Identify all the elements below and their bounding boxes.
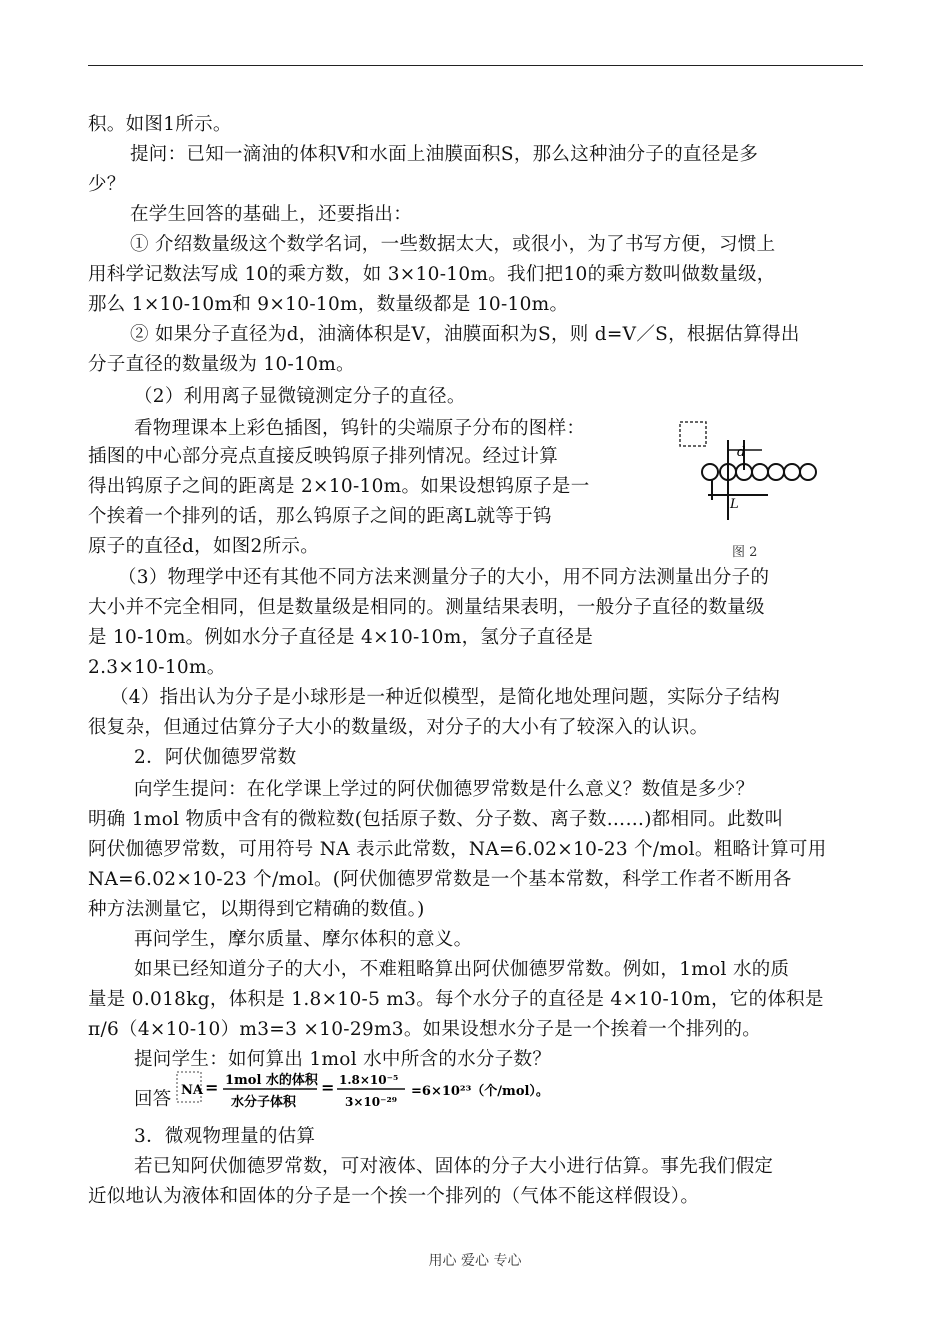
text-line: （4）指出认为分子是小球形是一种近似模型，是简化地处理问题，实际分子结构 xyxy=(110,687,781,708)
figure-caption: 图 2 xyxy=(732,545,758,560)
svg-text:=: = xyxy=(321,1078,335,1097)
header-rule xyxy=(88,65,863,66)
text-line: （2）利用离子显微镜测定分子的直径。 xyxy=(134,386,466,407)
text-line: 那么 1×10-10m和 9×10-10m，数量级都是 10-10m。 xyxy=(88,294,569,315)
text-line: 原子的直径d，如图2所示。 xyxy=(88,536,320,557)
label-L: L xyxy=(730,497,739,512)
text-line: 个挨着一个排列的话，那么钨原子之间的距离L就等于钨 xyxy=(88,506,552,527)
formula-num2: 1.8×10⁻⁵ xyxy=(339,1073,399,1087)
formula-num1: 1mol 水的体积 xyxy=(225,1073,318,1088)
text-line: 若已知阿伏伽德罗常数，可对液体、固体的分子大小进行估算。事先我们假定 xyxy=(134,1156,774,1177)
text-line: 是 10-10m。例如水分子直径是 4×10-10m，氢分子直径是 xyxy=(88,627,594,648)
text-line: 提问：已知一滴油的体积V和水面上油膜面积S，那么这种油分子的直径是多 xyxy=(130,144,759,165)
text-line: 明确 1mol 物质中含有的微粒数(包括原子数、分子数、离子数……)都相同。此数叫 xyxy=(88,809,784,830)
text-line: ① 介绍数量级这个数学名词，一些数据太大，或很小，为了书写方便，习惯上 xyxy=(130,234,776,255)
tungsten-atoms-figure xyxy=(672,420,822,560)
text-line: 在学生回答的基础上，还要指出： xyxy=(130,204,413,225)
text-line: 向学生提问：在化学课上学过的阿伏伽德罗常数是什么意义？数值是多少？ xyxy=(134,779,755,800)
formula-den1: 水分子体积 xyxy=(231,1095,297,1110)
text-line: 用科学记数法写成 10的乘方数，如 3×10-10m。我们把10的乘方数叫做数量级， xyxy=(88,264,776,285)
text-line: NA=6.02×10-23 个/mol。(阿伏伽德罗常数是一个基本常数，科学工作者不断用各 xyxy=(88,869,792,890)
text-line: 提问学生：如何算出 1mol 水中所含的水分子数？ xyxy=(134,1049,552,1070)
text-line: 大小并不完全相同，但是数量级是相同的。测量结果表明，一般分子直径的数量级 xyxy=(88,597,765,618)
text-line: 种方法测量它，以期得到它精确的数值。) xyxy=(88,899,425,920)
page-footer: 用心 爱心 专心 xyxy=(428,1253,522,1269)
text-line: 回答 xyxy=(134,1089,172,1110)
text-line: 2.3×10-10m。 xyxy=(88,657,226,678)
text-line: 再问学生，摩尔质量、摩尔体积的意义。 xyxy=(134,929,473,950)
text-line: π/6（4×10-10）m3=3 ×10-29m3。如果设想水分子是一个挨着一个排列的。 xyxy=(88,1019,762,1040)
text-line: 积。如图1所示。 xyxy=(88,114,232,135)
formula-result: =6×10²³（个/mol）。 xyxy=(411,1084,549,1099)
text-line: 看物理课本上彩色插图，钨针的尖端原子分布的图样： xyxy=(134,418,586,439)
avogadro-formula xyxy=(175,1068,620,1112)
text-line: 阿伏伽德罗常数，可用符号 NA 表示此常数，NA=6.02×10-23 个/mol。粗略计算可用 xyxy=(88,839,827,860)
text-line: （3）物理学中还有其他不同方法来测量分子的大小，用不同方法测量出分子的 xyxy=(118,567,770,588)
text-line: ② 如果分子直径为d，油滴体积是V，油膜面积为S，则 d=V／S，根据估算得出 xyxy=(130,324,800,345)
text-line: 2．阿伏伽德罗常数 xyxy=(134,747,297,768)
text-line: 分子直径的数量级为 10-10m。 xyxy=(88,354,355,375)
text-line: 得出钨原子之间的距离是 2×10-10m。如果设想钨原子是一 xyxy=(88,476,590,497)
text-line: 很复杂，但通过估算分子大小的数量级，对分子的大小有了较深入的认识。 xyxy=(88,717,709,738)
text-line: 近似地认为液体和固体的分子是一个挨一个排列的（气体不能这样假设）。 xyxy=(88,1186,700,1207)
formula-lhs: NA xyxy=(181,1083,203,1098)
text-line: 3．微观物理量的估算 xyxy=(134,1126,316,1147)
text-line: 如果已经知道分子的大小，不难粗略算出阿伏伽德罗常数。例如，1mol 水的质 xyxy=(134,959,790,980)
text-line: 插图的中心部分亮点直接反映钨原子排列情况。经过计算 xyxy=(88,446,559,467)
text-line: 少？ xyxy=(88,174,126,195)
text-line: 量是 0.018kg，体积是 1.8×10-5 m3。每个水分子的直径是 4×10-10m，它的体积是 xyxy=(88,989,824,1010)
formula-den2: 3×10⁻²⁹ xyxy=(345,1095,397,1109)
label-d: d xyxy=(737,445,746,460)
svg-text:=: = xyxy=(205,1078,219,1097)
